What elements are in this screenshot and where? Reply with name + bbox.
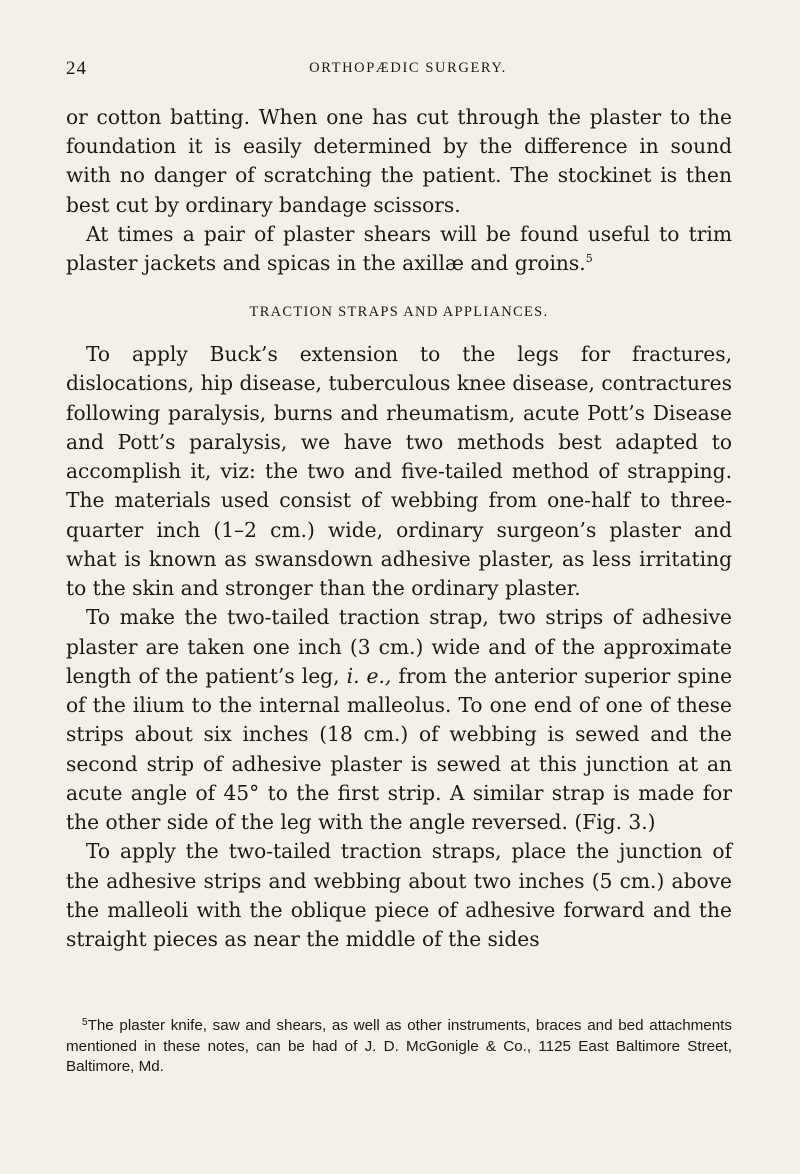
body-text-main (66, 340, 732, 954)
paragraph-plaster-shears (66, 220, 732, 278)
footnote-reference: 5 (585, 252, 593, 266)
paragraph-two-tailed-italic: i. e., (346, 663, 392, 688)
paragraph-bucks-extension: To apply Buck’s extension to the legs for fractures, dislocations, hip disease, tuberculous knee disease, contractures following paralysis, burns and rheumatism, acute Pott’s Disease and Pott’s paralysis, we have two methods best adapted to accomplish it, viz: the two and five-tailed method of strapping. The materials used consist of webbing from one-half to three-quarter inch (1–2 cm.) wide, ordinary surgeon’s plaster and what is known as swansdown adhesive plaster, as less irritating to the skin and stronger than the ordinary plaster. (66, 342, 732, 600)
paragraph-plaster-shears-text: At times a pair of plaster shears will be found useful to trim plaster jackets and spicas in the axillæ and groins. (66, 221, 732, 276)
paragraph-plaster-cutting: or cotton batting. When one has cut through the plaster to the foundation it is easily determined by the difference in sound with no danger of scratching the patient. The stockinet is then best cut by ordinary bandage scissors. (66, 105, 732, 217)
book-page (66, 0, 732, 1174)
page-header (66, 58, 732, 82)
paragraph-two-tailed-strap (66, 603, 732, 837)
paragraph-apply-straps: To apply the two-tailed traction straps, place the junction of the adhesive strips and webbing about two inches (5 cm.) above the malleoli with the oblique piece of adhesive forward and the straight pieces as near the middle of the sides (66, 839, 732, 951)
body-text-top (66, 103, 732, 278)
footnote-marker: 5 (82, 1017, 88, 1028)
footnote (66, 1016, 732, 1078)
section-heading: TRACTION STRAPS AND APPLIANCES. (249, 304, 549, 320)
page-number: 24 (66, 58, 87, 79)
running-head: ORTHOPÆDIC SURGERY. (309, 60, 507, 76)
paragraph-two-tailed-after: from the anterior superior spine of the ilium to the internal malleolus. To one end of one of these strips about six inches (18 cm.) of webbing is sewed and the second strip of adhesive plaster is sewed at this junction at an acute angle of 45° to the first strip. A similar strap is made for the other side of the leg with the angle reversed. (Fig. 3.) (66, 663, 733, 834)
footnote-text: The plaster knife, saw and shears, as well as other instruments, braces and bed attachments mentioned in these notes, can be had of J. D. McGonigle & Co., 1125 East Baltimore Street, Baltimore, Md. (66, 1017, 732, 1075)
paragraph-two-tailed-before: To make the two-tailed traction strap, two strips of adhesive plaster are taken one inch (3 cm.) wide and of the approximate length of the patient’s leg, (66, 605, 732, 688)
